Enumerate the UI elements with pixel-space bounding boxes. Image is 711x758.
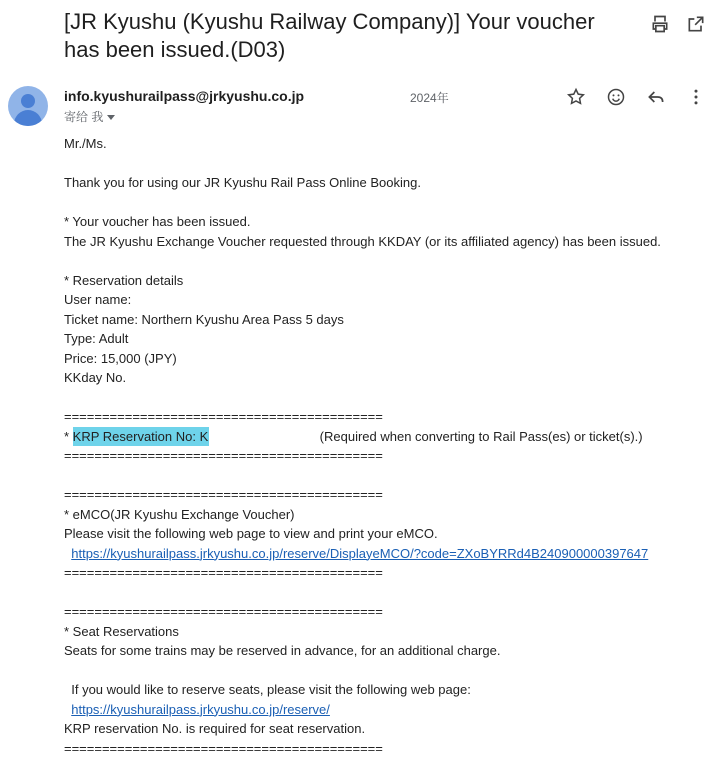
email-date: 2024年 (410, 89, 449, 106)
seat-reservation-link[interactable]: https://kyushurailpass.jrkyushu.co.jp/reserve/ (71, 702, 330, 717)
open-in-new-window-icon[interactable] (686, 14, 706, 34)
separator: ========================================== (64, 446, 704, 466)
ticket-type: Type: Adult (64, 329, 704, 349)
separator: ========================================== (64, 485, 704, 505)
more-vertical-icon[interactable] (686, 87, 706, 107)
sender-avatar[interactable] (8, 86, 48, 126)
emco-text: Please visit the following web page to view and print your eMCO. (64, 524, 704, 544)
separator: ========================================== (64, 563, 704, 583)
separator: ========================================== (64, 407, 704, 427)
emoji-reaction-icon[interactable] (606, 87, 626, 107)
emco-heading: * eMCO(JR Kyushu Exchange Voucher) (64, 505, 704, 525)
greeting: Mr./Ms. (64, 134, 704, 154)
avatar-body-shape (14, 110, 42, 126)
krp-reservation-number: KRP Reservation No: K (73, 427, 209, 447)
krp-note: (Required when converting to Rail Pass(es) or ticket(s).) (320, 429, 643, 444)
reservation-heading: * Reservation details (64, 271, 704, 291)
thanks-text: Thank you for using our JR Kyushu Rail Pass Online Booking. (64, 173, 704, 193)
issued-text: The JR Kyushu Exchange Voucher requested through KKDAY (or its affiliated agency) has been issued. (64, 232, 704, 252)
sender-address[interactable]: info.kyushurailpass@jrkyushu.co.jp (64, 88, 304, 104)
ticket-name: Ticket name: Northern Kyushu Area Pass 5 days (64, 310, 704, 330)
user-name: User name: (64, 290, 704, 310)
kkday-number: KKday No. (64, 368, 704, 388)
recipient-details[interactable] (64, 108, 115, 125)
separator: ========================================== (64, 739, 704, 758)
seat-text: Seats for some trains may be reserved in advance, for an additional charge. (64, 641, 704, 661)
reply-icon[interactable] (646, 87, 666, 107)
seat-visit-text: If you would like to reserve seats, please visit the following web page: (71, 682, 471, 697)
issued-heading: * Your voucher has been issued. (64, 212, 704, 232)
print-icon[interactable] (650, 14, 670, 34)
seat-heading: * Seat Reservations (64, 622, 704, 642)
chevron-down-icon[interactable] (107, 115, 115, 120)
emco-link[interactable]: https://kyushurailpass.jrkyushu.co.jp/reserve/DisplayeMCO/?code=ZXoBYRRd4B240900000397647 (71, 546, 648, 561)
separator: ========================================== (64, 602, 704, 622)
seat-required-text: KRP reservation No. is required for seat reservation. (64, 719, 704, 739)
recipient-label: 寄给 我 (64, 110, 103, 124)
krp-reservation-line (64, 427, 704, 447)
avatar-head-shape (21, 94, 35, 108)
email-body (64, 134, 704, 758)
ticket-price: Price: 15,000 (JPY) (64, 349, 704, 369)
email-subject: [JR Kyushu (Kyushu Railway Company)] Your voucher has been issued.(D03) (64, 8, 634, 64)
krp-prefix: * (64, 429, 73, 444)
star-icon[interactable] (566, 87, 586, 107)
